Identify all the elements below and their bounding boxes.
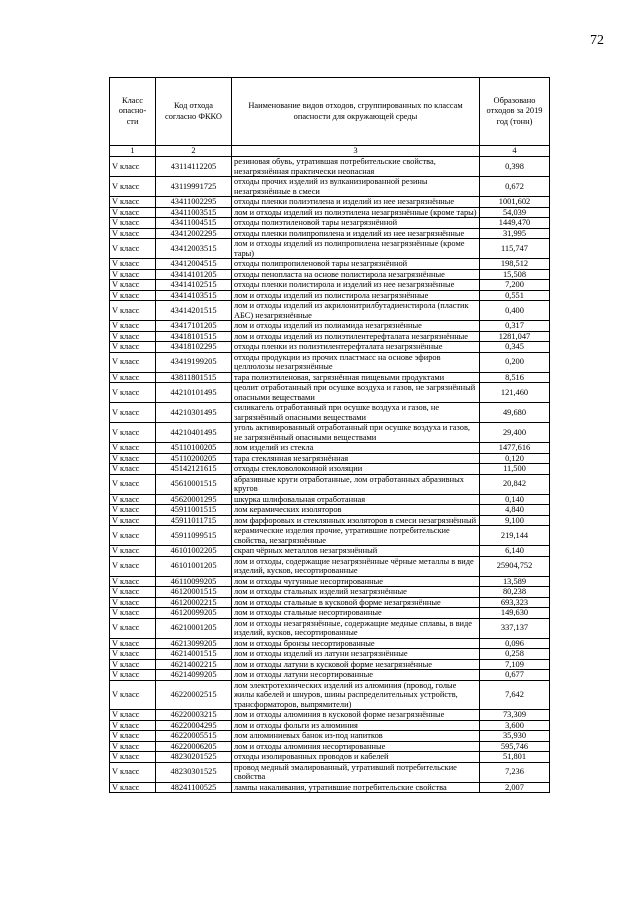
waste-code-cell: 43412002295 — [156, 228, 232, 239]
amount-cell: 6,140 — [480, 546, 550, 557]
table-row — [110, 546, 550, 557]
waste-name-cell: лом и отходы алюминия несортированные — [232, 741, 480, 752]
waste-name-cell: лом и отходы стальных изделий незагрязнённые — [232, 587, 480, 598]
waste-name-cell: лом и отходы изделий из полиамида незагрязнённые — [232, 321, 480, 332]
waste-name-cell: лом фарфоровых и стеклянных изоляторов в смеси незагрязнённый — [232, 515, 480, 526]
table-row — [110, 321, 550, 332]
table-row — [110, 269, 550, 280]
table-row — [110, 280, 550, 291]
waste-code-cell: 43114112205 — [156, 157, 232, 177]
table-row — [110, 342, 550, 353]
table-row — [110, 762, 550, 782]
waste-name-cell: отходы полипропиленовой тары незагрязнённой — [232, 259, 480, 270]
hazard-class-cell: V класс — [110, 587, 156, 598]
waste-code-cell: 43414201515 — [156, 301, 232, 321]
amount-cell: 0,258 — [480, 649, 550, 660]
header-class: Класс опасно-сти — [110, 78, 156, 146]
amount-cell: 0,398 — [480, 157, 550, 177]
amount-cell: 20,842 — [480, 474, 550, 494]
hazard-class-cell: V класс — [110, 280, 156, 291]
waste-code-cell: 43418101515 — [156, 331, 232, 342]
waste-code-cell: 44210101495 — [156, 383, 232, 403]
hazard-class-cell: V класс — [110, 526, 156, 546]
waste-name-cell: лом и отходы чугунные несортированные — [232, 576, 480, 587]
table-row — [110, 453, 550, 464]
amount-cell: 1281,047 — [480, 331, 550, 342]
amount-cell: 0,677 — [480, 670, 550, 681]
hazard-class-cell: V класс — [110, 505, 156, 516]
waste-code-cell: 45610001515 — [156, 474, 232, 494]
hazard-class-cell: V класс — [110, 546, 156, 557]
waste-name-cell: силикагель отработанный при осушке воздуха и газов, не загрязнённый опасными веществами — [232, 403, 480, 423]
amount-cell: 8,516 — [480, 372, 550, 383]
waste-code-cell: 46213099205 — [156, 638, 232, 649]
table-row — [110, 720, 550, 731]
waste-code-cell: 48241100525 — [156, 782, 232, 793]
waste-name-cell: лом и отходы алюминия в кусковой форме незагрязнённые — [232, 710, 480, 721]
waste-code-cell: 46120001515 — [156, 587, 232, 598]
hazard-class-cell: V класс — [110, 659, 156, 670]
waste-code-cell: 43119991725 — [156, 177, 232, 197]
column-number: 3 — [232, 146, 480, 157]
hazard-class-cell: V класс — [110, 752, 156, 763]
waste-code-cell: 46214002215 — [156, 659, 232, 670]
amount-cell: 0,551 — [480, 290, 550, 301]
hazard-class-cell: V класс — [110, 670, 156, 681]
waste-code-cell: 45110200205 — [156, 453, 232, 464]
hazard-class-cell: V класс — [110, 352, 156, 372]
amount-cell: 149,630 — [480, 608, 550, 619]
waste-code-cell: 45620001295 — [156, 494, 232, 505]
waste-name-cell: лом и отходы стальные несортированные — [232, 608, 480, 619]
hazard-class-cell: V класс — [110, 301, 156, 321]
hazard-class-cell: V класс — [110, 218, 156, 229]
amount-cell: 219,144 — [480, 526, 550, 546]
table-row — [110, 576, 550, 587]
hazard-class-cell: V класс — [110, 207, 156, 218]
hazard-class-cell: V класс — [110, 597, 156, 608]
waste-code-cell: 48230201525 — [156, 752, 232, 763]
waste-code-cell: 44210401495 — [156, 423, 232, 443]
table-row — [110, 474, 550, 494]
table-row — [110, 352, 550, 372]
table-row — [110, 301, 550, 321]
amount-cell: 1001,602 — [480, 197, 550, 208]
waste-name-cell: отходы пленки полипропилена и изделий из нее незагрязнённые — [232, 228, 480, 239]
hazard-class-cell: V класс — [110, 383, 156, 403]
amount-cell: 35,930 — [480, 731, 550, 742]
waste-code-cell: 46220005515 — [156, 731, 232, 742]
table-row — [110, 239, 550, 259]
amount-cell: 0,400 — [480, 301, 550, 321]
hazard-class-cell: V класс — [110, 453, 156, 464]
waste-code-cell: 43414101205 — [156, 269, 232, 280]
amount-cell: 31,995 — [480, 228, 550, 239]
amount-cell: 1477,616 — [480, 443, 550, 454]
waste-name-cell: лом изделий из стекла — [232, 443, 480, 454]
waste-name-cell: лом и отходы стальные в кусковой форме незагрязнённые — [232, 597, 480, 608]
table-row — [110, 710, 550, 721]
waste-name-cell: тара стеклянная незагрязнённая — [232, 453, 480, 464]
amount-cell: 51,801 — [480, 752, 550, 763]
hazard-class-cell: V класс — [110, 464, 156, 475]
waste-name-cell: отходы изолированных проводов и кабелей — [232, 752, 480, 763]
amount-cell: 7,200 — [480, 280, 550, 291]
amount-cell: 0,672 — [480, 177, 550, 197]
waste-name-cell: отходы пленки полистирола и изделий из нее незагрязнённые — [232, 280, 480, 291]
hazard-class-cell: V класс — [110, 741, 156, 752]
waste-name-cell: отходы прочих изделий из вулканизированной резины незагрязнённые в смеси — [232, 177, 480, 197]
hazard-class-cell: V класс — [110, 290, 156, 301]
waste-name-cell: цеолит отработанный при осушке воздуха и газов, не загрязнённый опасными веществами — [232, 383, 480, 403]
waste-code-cell: 43419199205 — [156, 352, 232, 372]
table-row — [110, 556, 550, 576]
waste-name-cell: лом алюминиевых банок из-под напитков — [232, 731, 480, 742]
amount-cell: 0,317 — [480, 321, 550, 332]
waste-name-cell: лом и отходы незагрязнённые, содержащие медные сплавы, в виде изделий, кусков, несортированные — [232, 618, 480, 638]
hazard-class-cell: V класс — [110, 710, 156, 721]
waste-code-cell: 43414102515 — [156, 280, 232, 291]
waste-code-cell: 43412004515 — [156, 259, 232, 270]
table-row — [110, 649, 550, 660]
waste-name-cell: скрап чёрных металлов незагрязнённый — [232, 546, 480, 557]
column-number: 4 — [480, 146, 550, 157]
amount-cell: 73,309 — [480, 710, 550, 721]
table-row — [110, 443, 550, 454]
waste-code-cell: 45142121615 — [156, 464, 232, 475]
hazard-class-cell: V класс — [110, 556, 156, 576]
table-body — [110, 157, 550, 793]
waste-name-cell: лом и отходы изделий из акрилонитрилбутадиенстирола (пластик АБС) незагрязнённые — [232, 301, 480, 321]
waste-name-cell: лампы накаливания, утратившие потребительские свойства — [232, 782, 480, 793]
hazard-class-cell: V класс — [110, 342, 156, 353]
table-row — [110, 638, 550, 649]
table-row — [110, 597, 550, 608]
table-row — [110, 494, 550, 505]
waste-code-cell: 46110099205 — [156, 576, 232, 587]
table-row — [110, 526, 550, 546]
page-number: 72 — [590, 33, 604, 48]
table-row — [110, 618, 550, 638]
amount-cell: 121,460 — [480, 383, 550, 403]
amount-cell: 9,100 — [480, 515, 550, 526]
table-header — [110, 78, 550, 157]
waste-code-cell: 43414103515 — [156, 290, 232, 301]
table-row — [110, 197, 550, 208]
table-row — [110, 464, 550, 475]
hazard-class-cell: V класс — [110, 474, 156, 494]
waste-name-cell: лом и отходы изделий из латуни незагрязнённые — [232, 649, 480, 660]
hazard-class-cell: V класс — [110, 423, 156, 443]
amount-cell: 7,236 — [480, 762, 550, 782]
hazard-class-cell: V класс — [110, 259, 156, 270]
waste-code-cell: 46214001515 — [156, 649, 232, 660]
hazard-class-cell: V класс — [110, 515, 156, 526]
waste-name-cell: провод медный эмалированный, утративший потребительские свойства — [232, 762, 480, 782]
waste-code-cell: 46101001205 — [156, 556, 232, 576]
amount-cell: 595,746 — [480, 741, 550, 752]
amount-cell: 3,600 — [480, 720, 550, 731]
waste-code-cell: 43417101205 — [156, 321, 232, 332]
hazard-class-cell: V класс — [110, 638, 156, 649]
table-row — [110, 608, 550, 619]
table-row — [110, 782, 550, 793]
hazard-class-cell: V класс — [110, 372, 156, 383]
waste-name-cell: лом и отходы изделий из полиэтилентерефталата незагрязнённые — [232, 331, 480, 342]
table-row — [110, 505, 550, 516]
table-row — [110, 372, 550, 383]
table-row — [110, 515, 550, 526]
waste-code-cell: 43811801515 — [156, 372, 232, 383]
waste-code-cell: 46220004295 — [156, 720, 232, 731]
waste-name-cell: уголь активированный отработанный при осушке воздуха и газов, не загрязнённый опасными веществами — [232, 423, 480, 443]
hazard-class-cell: V класс — [110, 494, 156, 505]
waste-code-cell: 46101002205 — [156, 546, 232, 557]
waste-name-cell: лом и отходы изделий из полипропилена незагрязнённые (кроме тары) — [232, 239, 480, 259]
table-row — [110, 207, 550, 218]
table-row — [110, 177, 550, 197]
hazard-class-cell: V класс — [110, 321, 156, 332]
hazard-class-cell: V класс — [110, 731, 156, 742]
amount-cell: 49,680 — [480, 403, 550, 423]
waste-code-cell: 46120099205 — [156, 608, 232, 619]
amount-cell: 2,007 — [480, 782, 550, 793]
table-row — [110, 228, 550, 239]
table-row — [110, 403, 550, 423]
waste-code-cell: 46120002215 — [156, 597, 232, 608]
waste-code-cell: 46210001205 — [156, 618, 232, 638]
waste-name-cell: лом и отходы латуни в кусковой форме незагрязнённые — [232, 659, 480, 670]
amount-cell: 115,747 — [480, 239, 550, 259]
table-row — [110, 670, 550, 681]
hazard-class-cell: V класс — [110, 680, 156, 710]
waste-name-cell: лом и отходы бронзы несортированные — [232, 638, 480, 649]
hazard-class-cell: V класс — [110, 618, 156, 638]
amount-cell: 54,039 — [480, 207, 550, 218]
header-name: Наименование видов отходов, сгруппированных по классам опасности для окружающей среды — [232, 78, 480, 146]
hazard-class-cell: V класс — [110, 228, 156, 239]
hazard-class-cell: V класс — [110, 443, 156, 454]
amount-cell: 0,200 — [480, 352, 550, 372]
hazard-class-cell: V класс — [110, 157, 156, 177]
waste-code-cell: 48230301525 — [156, 762, 232, 782]
column-number: 1 — [110, 146, 156, 157]
header-amount: Образовано отходов за 2019 год (тонн) — [480, 78, 550, 146]
waste-code-cell: 45110100205 — [156, 443, 232, 454]
amount-cell: 7,109 — [480, 659, 550, 670]
table-row — [110, 423, 550, 443]
waste-name-cell: лом керамических изоляторов — [232, 505, 480, 516]
table-row — [110, 587, 550, 598]
table-row — [110, 659, 550, 670]
header-code: Код отхода согласно ФККО — [156, 78, 232, 146]
waste-name-cell: лом и отходы изделий из полистирола незагрязнённые — [232, 290, 480, 301]
table-row — [110, 157, 550, 177]
waste-name-cell: лом и отходы фольги из алюминия — [232, 720, 480, 731]
table-row — [110, 752, 550, 763]
waste-code-cell: 46220002515 — [156, 680, 232, 710]
amount-cell: 4,840 — [480, 505, 550, 516]
waste-name-cell: лом и отходы изделий из полиэтилена незагрязнённые (кроме тары) — [232, 207, 480, 218]
waste-name-cell: отходы пенопласта на основе полистирола незагрязнённые — [232, 269, 480, 280]
waste-name-cell: лом электротехнических изделий из алюминия (провод, голые жилы кабелей и шнуров, шины распределительных устройств, трансформаторов, выпрямители) — [232, 680, 480, 710]
amount-cell: 29,400 — [480, 423, 550, 443]
waste-name-cell: отходы продукции из прочих пластмасс на основе эфиров целлюлозы незагрязнённые — [232, 352, 480, 372]
table-row — [110, 680, 550, 710]
table-row — [110, 290, 550, 301]
amount-cell: 0,096 — [480, 638, 550, 649]
waste-name-cell: отходы полиэтиленовой тары незагрязнённой — [232, 218, 480, 229]
waste-name-cell: отходы пленки из полиэтилентерефталата незагрязнённые — [232, 342, 480, 353]
amount-cell: 80,238 — [480, 587, 550, 598]
hazard-class-cell: V класс — [110, 177, 156, 197]
table-row — [110, 259, 550, 270]
waste-name-cell: тара полиэтиленовая, загрязнённая пищевыми продуктами — [232, 372, 480, 383]
hazard-class-cell: V класс — [110, 197, 156, 208]
amount-cell: 0,140 — [480, 494, 550, 505]
hazard-class-cell: V класс — [110, 331, 156, 342]
amount-cell: 0,345 — [480, 342, 550, 353]
waste-name-cell: резиновая обувь, утратившая потребительские свойства, незагрязнённая практически неопасная — [232, 157, 480, 177]
amount-cell: 0,120 — [480, 453, 550, 464]
waste-code-cell: 43418102295 — [156, 342, 232, 353]
waste-code-cell: 46220006205 — [156, 741, 232, 752]
amount-cell: 25904,752 — [480, 556, 550, 576]
waste-name-cell: отходы пленки полиэтилена и изделий из нее незагрязнённые — [232, 197, 480, 208]
waste-code-cell: 45911099515 — [156, 526, 232, 546]
table-row — [110, 218, 550, 229]
table-row — [110, 383, 550, 403]
amount-cell: 11,500 — [480, 464, 550, 475]
table-row — [110, 741, 550, 752]
waste-name-cell: лом и отходы латуни несортированные — [232, 670, 480, 681]
waste-code-cell: 43411004515 — [156, 218, 232, 229]
hazard-class-cell: V класс — [110, 649, 156, 660]
waste-code-cell: 43411003515 — [156, 207, 232, 218]
hazard-class-cell: V класс — [110, 762, 156, 782]
waste-code-cell: 43411002295 — [156, 197, 232, 208]
table-row — [110, 331, 550, 342]
amount-cell: 693,323 — [480, 597, 550, 608]
amount-cell: 198,512 — [480, 259, 550, 270]
hazard-class-cell: V класс — [110, 608, 156, 619]
amount-cell: 13,589 — [480, 576, 550, 587]
waste-code-cell: 45911001515 — [156, 505, 232, 516]
waste-name-cell: отходы стекловолоконной изоляции — [232, 464, 480, 475]
waste-table — [109, 77, 550, 793]
amount-cell: 15,508 — [480, 269, 550, 280]
hazard-class-cell: V класс — [110, 239, 156, 259]
hazard-class-cell: V класс — [110, 782, 156, 793]
waste-code-cell: 45911011715 — [156, 515, 232, 526]
hazard-class-cell: V класс — [110, 403, 156, 423]
hazard-class-cell: V класс — [110, 576, 156, 587]
hazard-class-cell: V класс — [110, 720, 156, 731]
waste-code-cell: 46214099205 — [156, 670, 232, 681]
waste-name-cell: лом и отходы, содержащие незагрязнённые чёрные металлы в виде изделий, кусков, несортированные — [232, 556, 480, 576]
waste-code-cell: 46220003215 — [156, 710, 232, 721]
amount-cell: 7,642 — [480, 680, 550, 710]
column-number: 2 — [156, 146, 232, 157]
hazard-class-cell: V класс — [110, 269, 156, 280]
waste-name-cell: шкурка шлифовальная отработанная — [232, 494, 480, 505]
amount-cell: 1449,470 — [480, 218, 550, 229]
waste-name-cell: абразивные круги отработанные, лом отработанных абразивных кругов — [232, 474, 480, 494]
table-row — [110, 731, 550, 742]
waste-code-cell: 44210301495 — [156, 403, 232, 423]
waste-name-cell: керамические изделия прочие, утратившие потребительские свойства, незагрязнённые — [232, 526, 480, 546]
amount-cell: 337,137 — [480, 618, 550, 638]
waste-code-cell: 43412003515 — [156, 239, 232, 259]
